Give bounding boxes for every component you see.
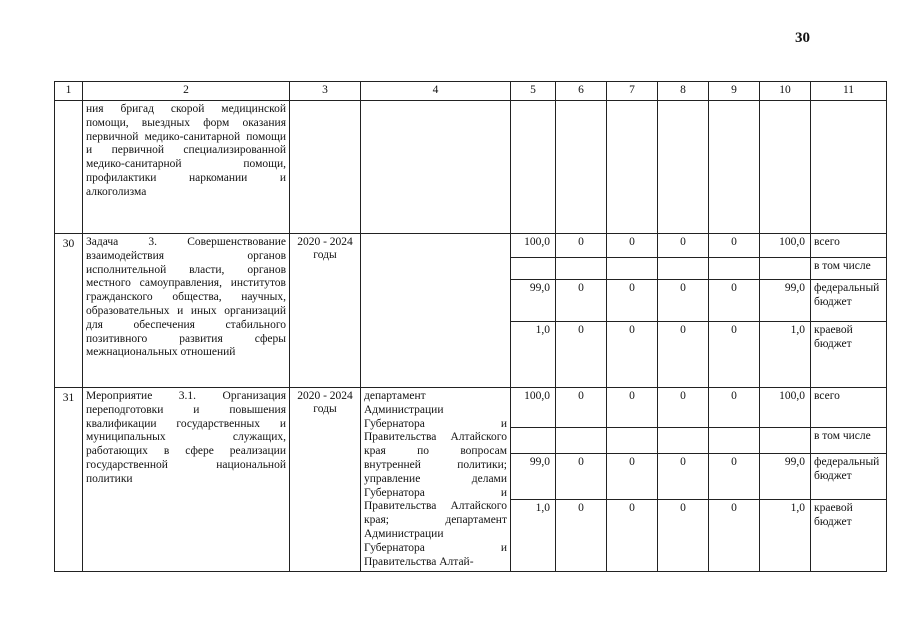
header-cell-7: 7	[607, 82, 658, 101]
continuation-cell-11	[811, 101, 887, 234]
row31-total-c5: 100,0	[511, 388, 556, 428]
row31-fed-c9: 0	[709, 453, 760, 499]
row31-total-source: всего	[811, 388, 887, 428]
page-number: 30	[795, 30, 810, 46]
row30-total-source: всего	[811, 234, 887, 258]
row31-reg-c7: 0	[607, 499, 658, 571]
row30-reg-c6: 0	[556, 322, 607, 388]
row30-name: Задача 3. Совершенствование взаимодействия органов исполнительной власти, органов местного самоуправления, институтов гражданского общества, научных, образовательных и иных организаций для обеспечения стабильного позитивного развития сферы межнациональных отношений	[83, 234, 290, 388]
header-cell-9: 9	[709, 82, 760, 101]
continuation-exec-cell	[361, 101, 511, 234]
row30-total-c8: 0	[658, 234, 709, 258]
header-cell-10: 10	[760, 82, 811, 101]
continuation-cell-9	[709, 101, 760, 234]
row30-total-c5: 100,0	[511, 234, 556, 258]
row31-incl-source: в том числе	[811, 427, 887, 453]
row30-fed-c10: 99,0	[760, 280, 811, 322]
row31-total-c6: 0	[556, 388, 607, 428]
row31-incl-c10	[760, 427, 811, 453]
row30-incl-c8	[658, 258, 709, 280]
row30-number: 30	[55, 234, 83, 388]
header-cell-11: 11	[811, 82, 887, 101]
row31-fed-source: федеральный бюджет	[811, 453, 887, 499]
row31-reg-c6: 0	[556, 499, 607, 571]
row30-fed-c7: 0	[607, 280, 658, 322]
row30-total-c9: 0	[709, 234, 760, 258]
continuation-name: ния бригад скорой медицинской помощи, выездных форм оказания первичной медико-санитарной помощи и первичной специализированной медико-санитарной помощи, профилактики наркомании и алкоголизма	[83, 101, 290, 234]
row31-incl-c8	[658, 427, 709, 453]
row31-reg-c10: 1,0	[760, 499, 811, 571]
row31-total-c10: 100,0	[760, 388, 811, 428]
row30-reg-c7: 0	[607, 322, 658, 388]
row31-fed-c10: 99,0	[760, 453, 811, 499]
row31-incl-c7	[607, 427, 658, 453]
row31-fed-c7: 0	[607, 453, 658, 499]
row30-years: 2020 - 2024 годы	[290, 234, 361, 388]
table-row-31-total	[55, 388, 887, 428]
continuation-row	[55, 101, 887, 234]
row31-reg-source: краевой бюджет	[811, 499, 887, 571]
row31-years: 2020 - 2024 годы	[290, 388, 361, 572]
row31-fed-c8: 0	[658, 453, 709, 499]
row30-reg-c8: 0	[658, 322, 709, 388]
row31-name: Мероприятие 3.1. Организация переподготовки и повышения квалификации государственных и муниципальных служащих, работающих в сфере реализации государственной национальной политики	[83, 388, 290, 572]
continuation-num-cell	[55, 101, 83, 234]
row31-reg-c5: 1,0	[511, 499, 556, 571]
row30-total-c6: 0	[556, 234, 607, 258]
continuation-cell-5	[511, 101, 556, 234]
header-cell-8: 8	[658, 82, 709, 101]
row30-fed-c9: 0	[709, 280, 760, 322]
budget-table	[54, 81, 887, 572]
header-cell-2: 2	[83, 82, 290, 101]
row30-fed-c8: 0	[658, 280, 709, 322]
continuation-cell-8	[658, 101, 709, 234]
header-cell-4: 4	[361, 82, 511, 101]
row31-reg-c9: 0	[709, 499, 760, 571]
table-header-row	[55, 82, 887, 101]
table-row-30-total	[55, 234, 887, 258]
row30-incl-c9	[709, 258, 760, 280]
row30-reg-c5: 1,0	[511, 322, 556, 388]
continuation-cell-6	[556, 101, 607, 234]
row31-total-c8: 0	[658, 388, 709, 428]
header-cell-5: 5	[511, 82, 556, 101]
row30-total-c7: 0	[607, 234, 658, 258]
row30-fed-c6: 0	[556, 280, 607, 322]
header-cell-6: 6	[556, 82, 607, 101]
row31-incl-c6	[556, 427, 607, 453]
continuation-years-cell	[290, 101, 361, 234]
row30-total-c10: 100,0	[760, 234, 811, 258]
row30-reg-c10: 1,0	[760, 322, 811, 388]
row30-reg-c9: 0	[709, 322, 760, 388]
row31-fed-c6: 0	[556, 453, 607, 499]
row30-executor	[361, 234, 511, 388]
row30-fed-source: федеральный бюджет	[811, 280, 887, 322]
row30-incl-c6	[556, 258, 607, 280]
row30-incl-source: в том числе	[811, 258, 887, 280]
row30-fed-c5: 99,0	[511, 280, 556, 322]
row31-executor: департамент Администрации Губернатора и Правительства Алтайского края по вопросам внутренней политики; управление делами Губернатора и Правительства Алтайского края; департамент Администрации Губернатора и Правительства Алтай-	[361, 388, 511, 572]
row31-incl-c5	[511, 427, 556, 453]
header-cell-1: 1	[55, 82, 83, 101]
continuation-cell-7	[607, 101, 658, 234]
row30-reg-source: краевой бюджет	[811, 322, 887, 388]
continuation-cell-10	[760, 101, 811, 234]
row31-incl-c9	[709, 427, 760, 453]
row31-number: 31	[55, 388, 83, 572]
header-cell-3: 3	[290, 82, 361, 101]
row31-fed-c5: 99,0	[511, 453, 556, 499]
row31-reg-c8: 0	[658, 499, 709, 571]
row30-incl-c7	[607, 258, 658, 280]
row30-incl-c10	[760, 258, 811, 280]
row30-incl-c5	[511, 258, 556, 280]
row31-total-c7: 0	[607, 388, 658, 428]
row31-total-c9: 0	[709, 388, 760, 428]
